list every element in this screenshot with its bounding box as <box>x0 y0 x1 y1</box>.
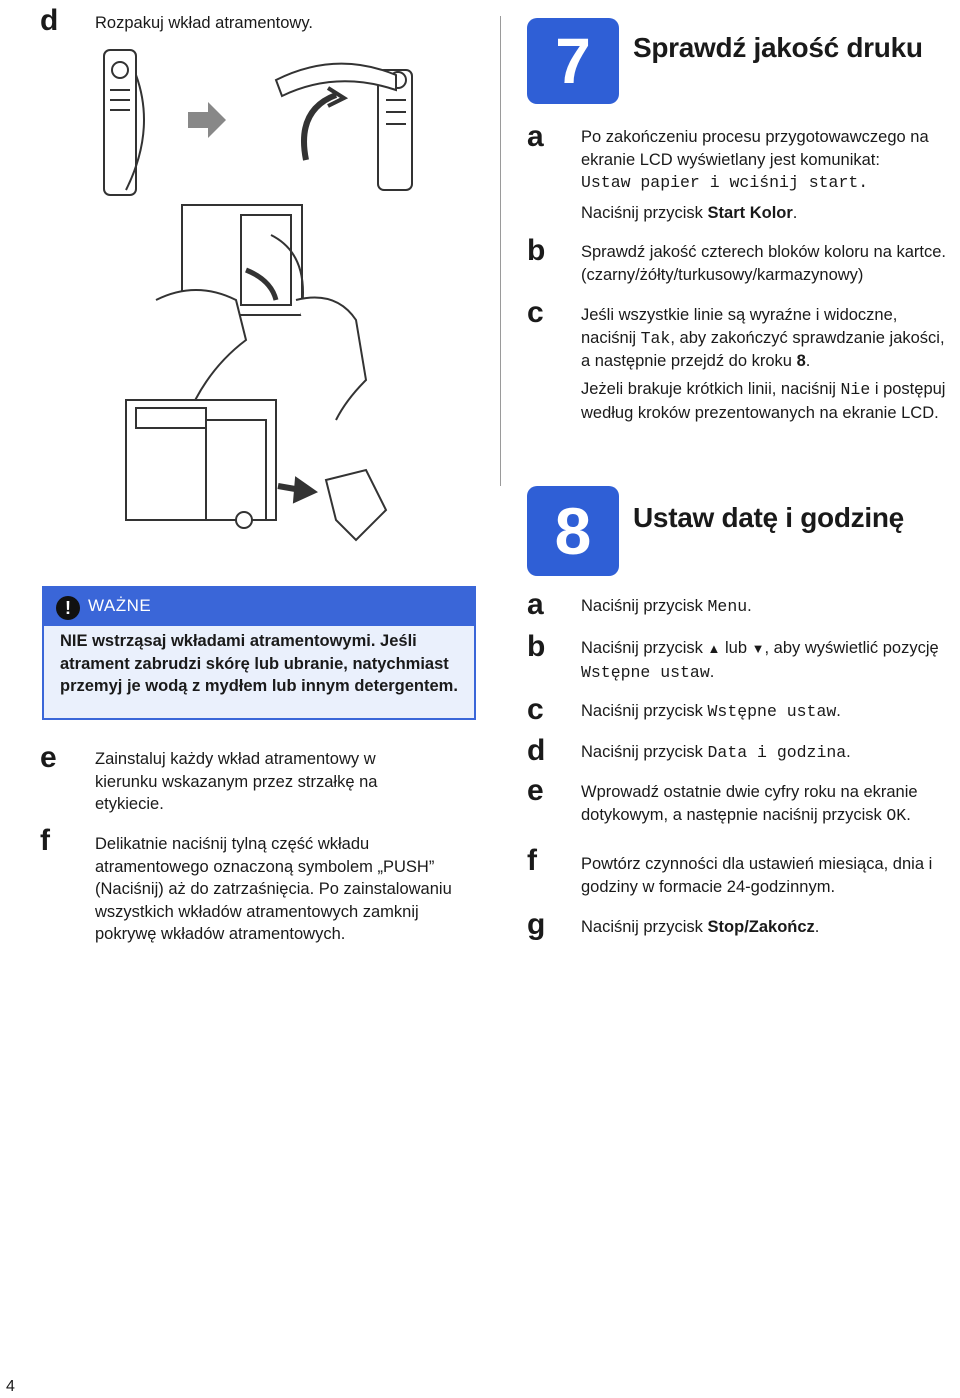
s8-letter-b: b <box>527 630 546 663</box>
warning-header <box>44 588 474 626</box>
s8-step-c <box>581 700 841 724</box>
stop-button-label: Stop/Zakończ <box>707 918 815 936</box>
s7-c-step-ref: 8 <box>796 352 806 370</box>
s8-b-menu-item: Wstępne ustaw <box>581 662 710 682</box>
s8-g-pre: Naciśnij przycisk <box>581 918 708 936</box>
s8-b-post1: , aby wyświetlić pozycję <box>764 639 939 657</box>
s8-letter-a: a <box>527 588 544 621</box>
s8-b-pre: Naciśnij przycisk <box>581 639 708 657</box>
s8-step-a <box>581 595 752 619</box>
s8-a-menu: Menu <box>707 597 748 616</box>
s7-a-text2-prefix: Naciśnij przycisk <box>581 204 708 222</box>
column-divider <box>500 16 501 486</box>
s7-step-a <box>581 126 931 195</box>
s8-e-pre: Wprowadź ostatnie dwie cyfry roku na ekranie dotykowym, a następnie naciśnij przycisk <box>581 783 918 824</box>
down-arrow-icon: ▼ <box>751 641 765 656</box>
s7-c-tak: Tak <box>640 328 671 348</box>
s8-a-post: . <box>747 597 752 615</box>
exclamation-icon: ! <box>56 596 80 620</box>
s7-letter-b: b <box>527 234 546 267</box>
section-7-number: 7 <box>555 25 591 97</box>
s8-step-b <box>581 637 951 684</box>
important-warning-box <box>42 586 476 720</box>
s8-letter-g: g <box>527 908 546 941</box>
section-7-badge <box>527 18 619 104</box>
s7-c-nie: Nie <box>840 380 871 399</box>
section-8-title: Ustaw datę i godzinę <box>633 502 904 533</box>
s7-c-p1-a: Jeśli wszystkie linie są wyraźne i widoczne, naciśnij <box>581 306 898 347</box>
s8-d-menu-item: Data i godzina <box>707 743 847 762</box>
s7-a-lcd-message: Ustaw papier i wciśnij start. <box>581 173 869 192</box>
step-d-text: Rozpakuj wkład atramentowy. <box>95 14 313 32</box>
s7-c-p2-a: Jeżeli brakuje krótkich linii, naciśnij <box>581 380 841 398</box>
s8-d-pre: Naciśnij przycisk <box>581 743 708 761</box>
s7-letter-c: c <box>527 296 544 329</box>
section-8-badge <box>527 486 619 576</box>
warning-text: NIE wstrząsaj wkładami atramentowymi. Jeśli atrament zabrudzi skórę lub ubranie, natychmiast przemyj je wodą z mydłem lub innym detergentem. <box>60 632 458 695</box>
s8-step-f: Powtórz czynności dla ustawień miesiąca, dnia i godziny w formacie 24-godzinnym. <box>581 855 933 896</box>
up-arrow-icon: ▲ <box>707 641 721 656</box>
s7-step-c-p1 <box>581 304 951 373</box>
s7-c-p2-b: i postępuj według kroków prezentowanych na ekranie LCD. <box>581 380 946 422</box>
s8-step-e <box>581 781 956 827</box>
step-letter-e: e <box>40 741 57 774</box>
s7-a-text1: Po zakończeniu procesu przygotowawczego na ekranie LCD wyświetlany jest komunikat: <box>581 128 929 169</box>
section-7-title: Sprawdź jakość druku <box>633 32 923 63</box>
s8-c-menu-item: Wstępne ustaw <box>707 702 837 721</box>
s7-c-p1-c: . <box>805 352 811 370</box>
step-e-text: Zainstaluj każdy wkład atramentowy w kierunku wskazanym przez strzałkę na etykiecie. <box>95 750 378 813</box>
s7-c-p1-b: , aby zakończyć sprawdzanie jakości, a następnie przejdź do kroku <box>581 328 945 370</box>
s7-step-a-line2 <box>581 202 797 225</box>
step-letter-d: d <box>40 4 59 37</box>
s7-a-text2-suffix: . <box>792 204 798 222</box>
start-kolor-button-label: Start Kolor <box>707 204 793 222</box>
warning-title: WAŻNE <box>88 596 152 615</box>
s8-step-d <box>581 741 851 765</box>
section-8-number: 8 <box>554 494 592 568</box>
s8-a-pre: Naciśnij przycisk <box>581 597 708 615</box>
s8-letter-d: d <box>527 734 546 767</box>
s8-e-post: . <box>906 805 911 824</box>
step-f-text: Delikatnie naciśnij tylną część wkładu atramentowego oznaczoną symbolem „PUSH” (Naciśnij) aż do zatrzaśnięcia. Po zainstalowaniu wszystkich wkładów atramentowych zamknij pokrywę wkładów atramentowych. <box>95 835 452 943</box>
s8-c-post: . <box>836 702 841 720</box>
step-letter-f: f <box>40 824 50 857</box>
s7-step-b: Sprawdź jakość czterech bloków koloru na kartce. (czarny/żółty/turkusowy/karmazynowy) <box>581 243 946 284</box>
s8-e-ok: OK <box>886 805 907 825</box>
s8-c-pre: Naciśnij przycisk <box>581 702 708 720</box>
s7-letter-a: a <box>527 120 544 153</box>
page-number: 4 <box>6 1378 15 1395</box>
s8-b-post2: . <box>709 662 715 681</box>
s8-letter-e: e <box>527 774 544 807</box>
s7-step-c-p2 <box>581 378 951 424</box>
s8-letter-c: c <box>527 693 544 726</box>
s8-g-post: . <box>814 918 820 936</box>
ink-cartridge-unpack-illustration <box>96 40 486 600</box>
s8-b-mid: lub <box>720 639 752 657</box>
s8-d-post: . <box>846 743 851 761</box>
s8-letter-f: f <box>527 844 537 877</box>
s8-step-g <box>581 916 819 939</box>
